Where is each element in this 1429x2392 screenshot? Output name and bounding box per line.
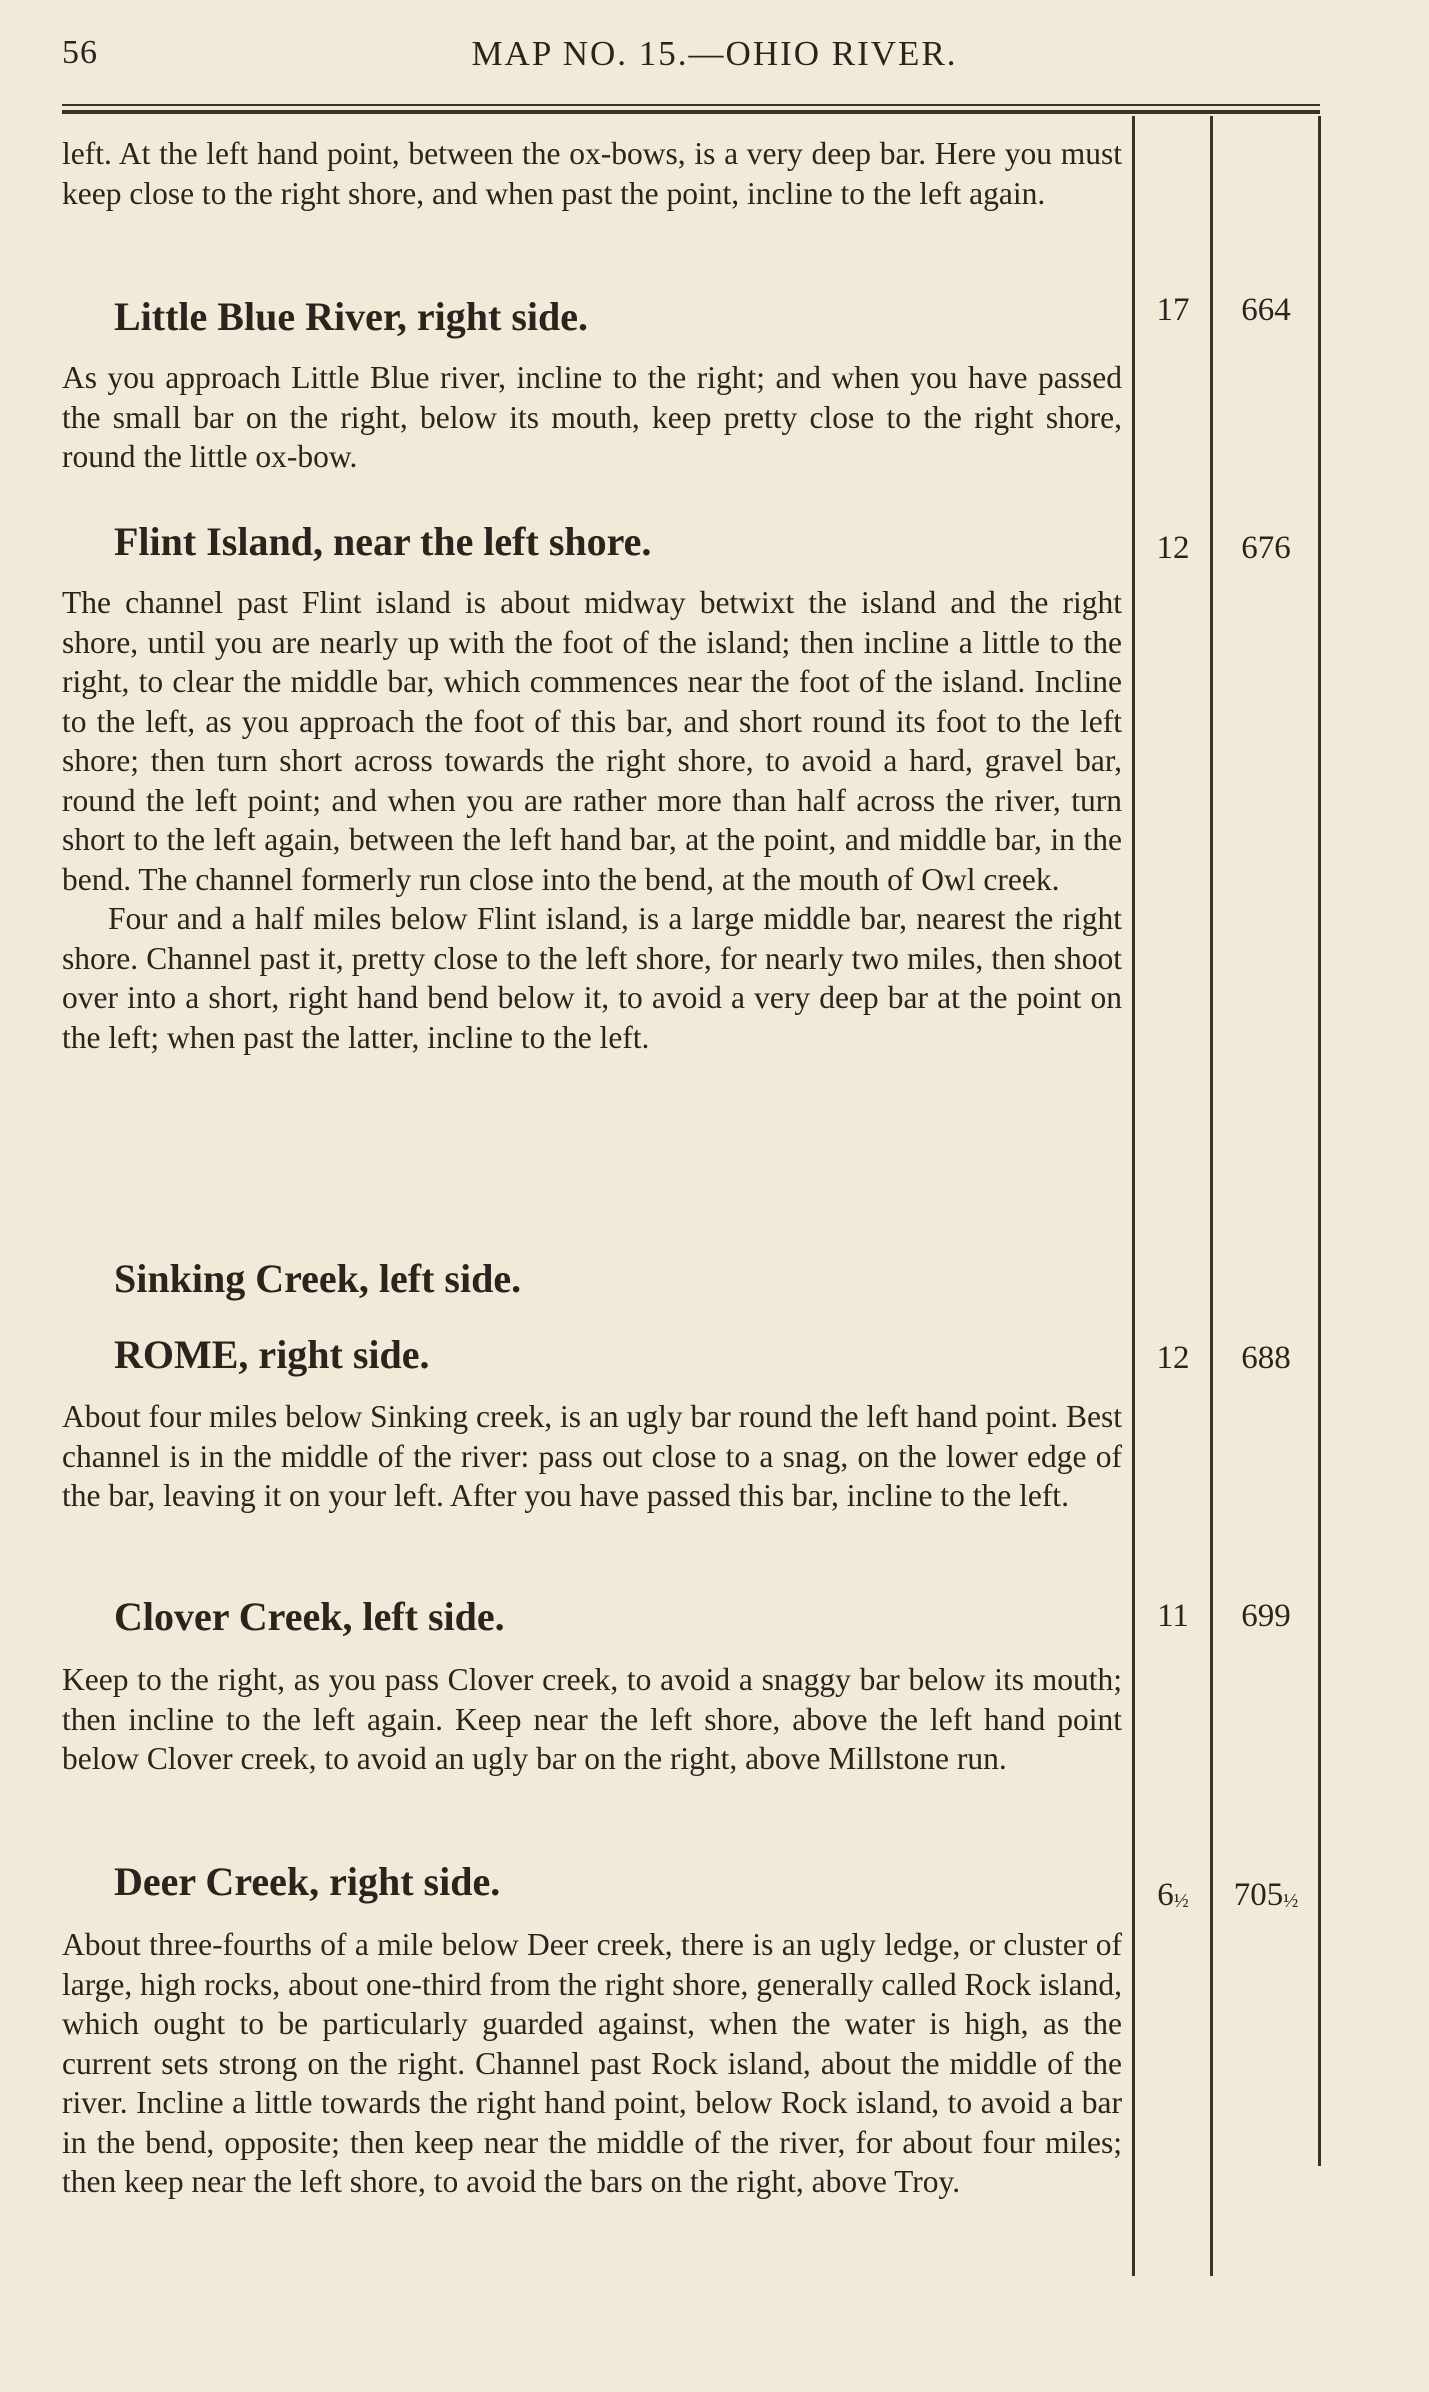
section-deer-creek: [62, 1857, 1122, 1907]
section-little-blue-river: [62, 292, 1122, 342]
section-body: [62, 1660, 1122, 1779]
section-clover-creek: [62, 1592, 1122, 1642]
section-rome: [62, 1330, 1122, 1380]
paragraph: As you approach Little Blue river, incline to the right; and when you have passed the small bar on the right, below its mouth, keep pretty close to the right shore, round the little ox-bow.: [62, 360, 1122, 474]
cumulative-value: 688: [1241, 1340, 1291, 1376]
section-heading: Flint Island, near the left shore.: [114, 519, 652, 564]
distance-value: 11: [1157, 1598, 1189, 1634]
paragraph: left. At the left hand point, between the ox-bows, is a very deep bar. Here you must keep close to the right shore, and when past the point, incline to the left again.: [62, 136, 1122, 211]
section-continuation: [62, 134, 1122, 213]
section-flint-island: [62, 517, 1122, 567]
page-number: 56: [62, 34, 98, 71]
section-heading: Deer Creek, right side.: [114, 1859, 501, 1904]
section-heading: Clover Creek, left side.: [114, 1594, 505, 1639]
paragraph: Keep to the right, as you pass Clover creek, to avoid a snaggy bar below its mouth; then incline to the left again. Keep near the left shore, above the left hand point below Clover creek, to avoid an ugly bar on the right, above Millstone run.: [62, 1662, 1122, 1776]
section-heading: ROME, right side.: [114, 1332, 430, 1377]
paragraph: About four miles below Sinking creek, is an ugly bar round the left hand point. Best channel is in the middle of the river: pass out close to a snag, on the lower edge of the bar, leaving it on your left. After you have passed this bar, incline to the left.: [62, 1399, 1122, 1513]
cumulative-fraction: ½: [1283, 1890, 1299, 1912]
section-heading: Little Blue River, right side.: [114, 294, 589, 339]
cumulative-value: 699: [1241, 1598, 1291, 1634]
column-rule-left: [1132, 116, 1135, 2276]
section-body: [62, 1925, 1122, 2202]
distance-value: 12: [1156, 1340, 1190, 1376]
cumulative-value: 676: [1241, 530, 1291, 566]
running-title: MAP NO. 15.—OHIO RIVER.: [471, 34, 958, 73]
distance-value: 17: [1156, 292, 1190, 328]
section-body: [62, 583, 1122, 1057]
cumulative-value: [1214, 1877, 1318, 1914]
header-rule-thin: [62, 104, 1320, 106]
distance-whole: 6: [1157, 1877, 1174, 1913]
distance-value: 12: [1156, 530, 1190, 566]
column-rule-right: [1318, 116, 1321, 2166]
distance-fraction: ½: [1173, 1890, 1189, 1912]
paragraph: Four and a half miles below Flint island, is a large middle bar, nearest the right shore. Channel past it, pretty close to the left shore, for nearly two miles, then shoot over into a short, right hand bend below it, to avoid a very deep bar at the point on the left; when past the latter, incline to the left.: [62, 901, 1122, 1055]
column-rule-middle: [1210, 116, 1213, 2276]
distance-value: [1138, 1877, 1208, 1914]
cumulative-value: 664: [1241, 292, 1291, 328]
paragraph: The channel past Flint island is about midway betwixt the island and the right shore, until you are nearly up with the foot of the island; then incline a little to the right, to clear the middle bar, which commences near the foot of the island. Incline to the left, as you approach the foot of this bar, and short round its foot to the left shore; then turn short across towards the right shore, to avoid a hard, gravel bar, round the left point; and when you are rather more than half across the river, turn short to the left again, between the left hand bar, at the point, and middle bar, in the bend. The channel formerly run close into the bend, at the mouth of Owl creek.: [62, 585, 1122, 897]
section-sinking-creek: [62, 1254, 1122, 1304]
cumulative-whole: 705: [1233, 1877, 1284, 1913]
header-rule-thick: [62, 110, 1320, 114]
section-heading: Sinking Creek, left side.: [114, 1256, 522, 1301]
section-body: [62, 358, 1122, 477]
paragraph: About three-fourths of a mile below Deer creek, there is an ugly ledge, or cluster of large, high rocks, about one-third from the right shore, generally called Rock island, which ought to be particularly guarded against, when the water is high, as the current sets strong on the right. Channel past Rock island, about the middle of the river. Incline a little towards the right hand point, below Rock island, to avoid a bar in the bend, opposite; then keep near the middle of the river, for about four miles; then keep near the left shore, to avoid the bars on the right, above Troy.: [62, 1927, 1122, 2199]
section-body: [62, 1397, 1122, 1516]
